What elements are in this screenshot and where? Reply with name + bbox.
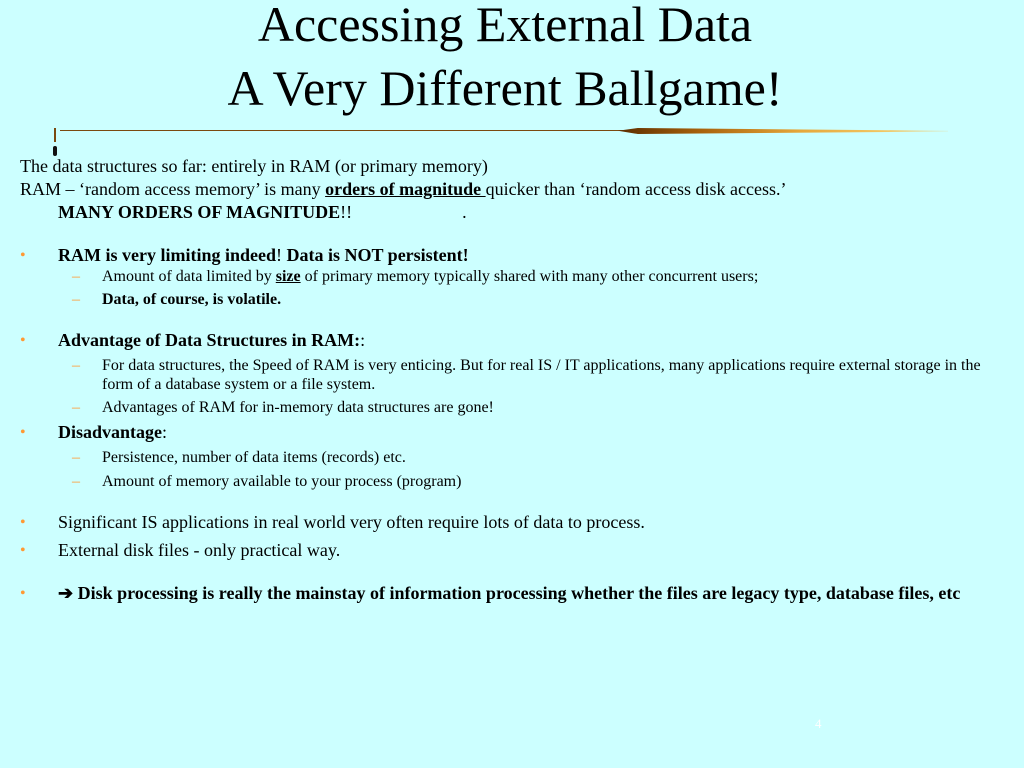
- sub-bullet-speed-of-ram: – For data structures, the Speed of RAM is very enticing. But for real IS / IT applications, many applications require external storage in the form of a database system or a file system.: [72, 357, 981, 393]
- sub-bullet-persistence: – Persistence, number of data items (records) etc.: [72, 449, 406, 466]
- intro-line-1: The data structures so far: entirely in RAM (or primary memory): [20, 156, 488, 176]
- slide-title: [0, 0, 1010, 120]
- bullet-external-disk: • External disk files - only practical way.: [20, 540, 341, 560]
- bullet-dot: •: [20, 514, 26, 531]
- sub-bullet-memory-available: – Amount of memory available to your process (program): [72, 473, 462, 490]
- bullet-ram-limiting: • RAM is very limiting indeed! Data is NOT persistent!: [20, 245, 469, 265]
- bullet-dot: •: [20, 542, 26, 559]
- sub-bullet-dash: –: [72, 399, 80, 416]
- slide-page-number: 4: [815, 716, 822, 731]
- bullet-dot: •: [20, 247, 26, 264]
- bullet-disk-processing: • ➔ Disk processing is really the mainstay of information processing whether the files are legacy type, database files, etc: [20, 583, 961, 603]
- sub-bullet-advantages-gone: – Advantages of RAM for in-memory data structures are gone!: [72, 399, 494, 416]
- sub-bullet-dash: –: [72, 268, 80, 285]
- rule-ornament: [53, 128, 58, 158]
- sub-bullet-dash: –: [72, 291, 80, 308]
- emphasis-orders-of-magnitude: orders of magnitude: [325, 179, 486, 199]
- sub-bullet-dash: –: [72, 473, 80, 490]
- intro-line-2: RAM – ‘random access memory’ is many orders of magnitude quicker than ‘random access disk access.’: [20, 179, 787, 199]
- arrow-right-icon: ➔: [58, 583, 74, 603]
- bullet-advantage: • Advantage of Data Structures in RAM::: [20, 330, 366, 350]
- bullet-dot: •: [20, 424, 26, 441]
- slide-body: [20, 155, 1010, 605]
- title-rule-thin: [60, 130, 640, 131]
- bullet-dot: •: [20, 332, 26, 349]
- title-line-2: A Very Different Ballgame!: [227, 60, 783, 116]
- intro-line-3: MANY ORDERS OF MAGNITUDE!! .: [58, 202, 467, 222]
- title-rule-decorative: [618, 128, 948, 134]
- title-line-1: Accessing External Data: [257, 0, 753, 52]
- sub-bullet-volatile: – Data, of course, is volatile.: [72, 291, 282, 308]
- sub-bullet-amount-of-data: – Amount of data limited by size of primary memory typically shared with many other concurrent users;: [72, 268, 759, 285]
- bullet-significant-apps: • Significant IS applications in real world very often require lots of data to process.: [20, 512, 645, 532]
- bullet-disadvantage: • Disadvantage:: [20, 422, 168, 442]
- sub-bullet-dash: –: [72, 449, 80, 466]
- sub-bullet-dash: –: [72, 357, 80, 374]
- bullet-dot: •: [20, 585, 26, 602]
